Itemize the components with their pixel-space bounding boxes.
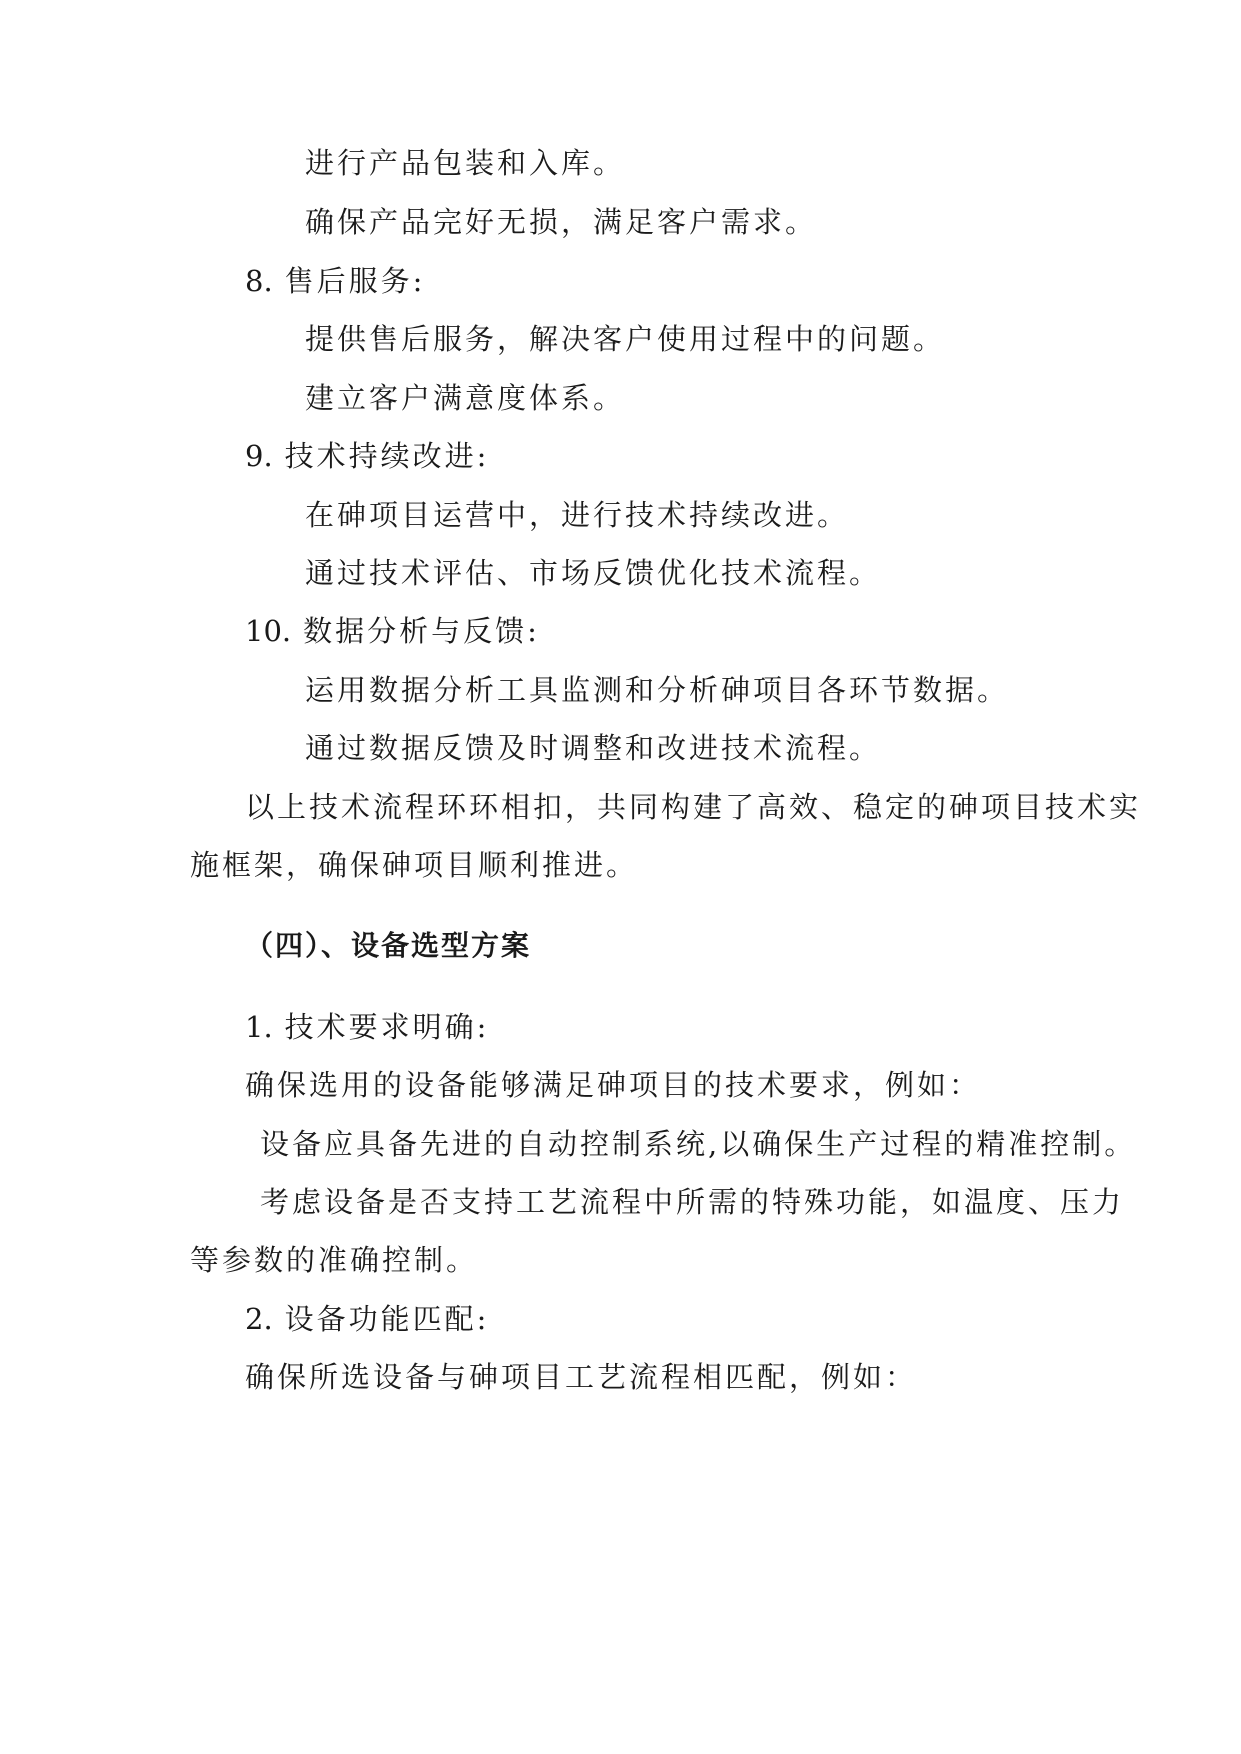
- list-item-heading: [245, 438, 489, 474]
- paragraph-line: 等参数的准确控制。: [190, 1243, 479, 1277]
- list-item-heading: [245, 1009, 489, 1045]
- list-item-title: 技术要求明确:: [284, 1010, 490, 1044]
- list-item-heading: [245, 613, 540, 649]
- list-number: 9.: [245, 439, 273, 473]
- list-item-title: 技术持续改进:: [284, 439, 490, 473]
- list-item-title: 售后服务:: [284, 264, 426, 298]
- list-item-title: 数据分析与反馈:: [303, 614, 540, 648]
- list-item-heading: [245, 1301, 489, 1337]
- body-text-line: 进行产品包装和入库。: [305, 146, 626, 180]
- list-number: 10.: [245, 614, 292, 648]
- list-item-heading: [245, 263, 425, 299]
- body-text-line: 提供售后服务，解决客户使用过程中的问题。: [305, 322, 946, 356]
- body-text-line: 在砷项目运营中，进行技术持续改进。: [305, 498, 850, 532]
- paragraph-line: 确保所选设备与砷项目工艺流程相匹配，例如：: [245, 1360, 918, 1394]
- paragraph-line: 施框架，确保砷项目顺利推进。: [190, 848, 639, 882]
- list-number: 8.: [245, 264, 273, 298]
- list-item-title: 设备功能匹配:: [284, 1302, 490, 1336]
- list-number: 1.: [245, 1010, 273, 1044]
- body-text-line: 运用数据分析工具监测和分析砷项目各环节数据。: [305, 673, 1010, 707]
- body-text-line: 确保产品完好无损，满足客户需求。: [305, 205, 818, 239]
- paragraph-line: 确保选用的设备能够满足砷项目的技术要求，例如：: [245, 1068, 982, 1102]
- body-text-line: 通过数据反馈及时调整和改进技术流程。: [305, 731, 882, 765]
- list-number: 2.: [245, 1302, 273, 1336]
- paragraph-line: 以上技术流程环环相扣，共同构建了高效、稳定的砷项目技术实: [245, 790, 1142, 824]
- section-heading: （四）、设备选型方案: [245, 929, 532, 962]
- body-text-line: 通过技术评估、市场反馈优化技术流程。: [305, 556, 882, 590]
- paragraph-line: 考虑设备是否支持工艺流程中所需的特殊功能，如温度、压力: [260, 1185, 1125, 1219]
- body-text-line: 建立客户满意度体系。: [305, 381, 626, 415]
- paragraph-line: 设备应具备先进的自动控制系统,以确保生产过程的精准控制。: [260, 1127, 1137, 1161]
